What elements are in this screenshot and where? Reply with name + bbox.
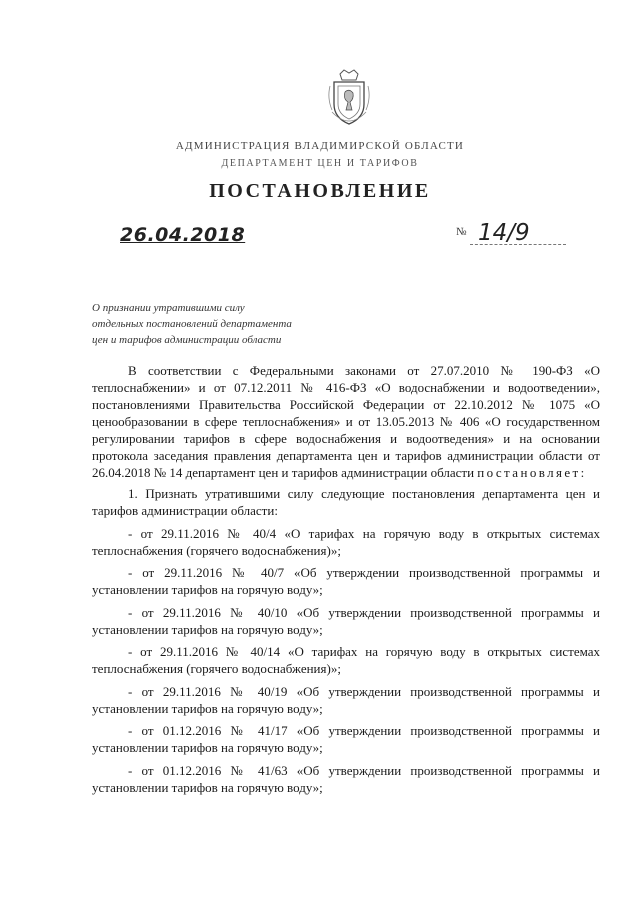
list-item: - от 29.11.2016 № 40/14 «О тарифах на горячую воду в открытых системах теплоснабжения (горячего водоснабжения)»;: [92, 644, 600, 676]
subject-line: цен и тарифов администрации области: [92, 334, 282, 346]
point-1: 1. Признать утратившими силу следующие постановления департамента цен и тарифов администрации области:: [92, 486, 600, 518]
list-item: - от 29.11.2016 № 40/4 «О тарифах на горячую воду в открытых системах теплоснабжения (горячего водоснабжения)»;: [92, 525, 600, 558]
number-prefix: №: [456, 226, 467, 238]
organization-name: АДМИНИСТРАЦИЯ ВЛАДИМИРСКОЙ ОБЛАСТИ: [175, 140, 465, 152]
resolves-word: постановляет:: [477, 465, 587, 480]
list-item: - от 29.11.2016 № 40/7 «Об утверждении производственной программы и установлении тарифов на горячую воду»;: [92, 565, 600, 597]
list-item: - от 29.11.2016 № 40/10 «Об утверждении производственной программы и установлении тарифов на горячую воду»;: [92, 604, 600, 637]
document-date: 26.04.2018: [120, 224, 246, 246]
number-underline: [470, 244, 566, 245]
document-body: [92, 362, 600, 801]
preamble-paragraph: [92, 362, 600, 481]
subject-line: отдельных постановлений департамента: [92, 318, 292, 330]
subject-line: О признании утратившими силу: [92, 302, 245, 314]
coat-of-arms-icon: [326, 68, 372, 130]
document-number: 14/9: [478, 220, 530, 246]
preamble-text: В соответствии с Федеральными законами от 27.07.2010 № 190-ФЗ «О теплоснабжении» и от 07.12.2011 № 416-ФЗ «О водоснабжении и водоотведении», постановлениями Правительства Российской Федерации от 22.10.2012 № 1075 «О ценообразовании в сфере теплоснабжения» и от 13.05.2013 № 406 «О государственном регулировании тарифов в сфере водоснабжения и водоотведения» и на основании протокола заседания правления департамента цен и тарифов администрации области от 26.04.2018 № 14 департамент цен и тарифов администрации области: [92, 363, 600, 480]
department-name: ДЕПАРТАМЕНТ ЦЕН И ТАРИФОВ: [221, 158, 419, 169]
document-subject: [92, 300, 332, 348]
list-item: - от 01.12.2016 № 41/17 «Об утверждении производственной программы и установлении тарифов на горячую воду»;: [92, 723, 600, 755]
list-item: - от 01.12.2016 № 41/63 «Об утверждении производственной программы и установлении тарифов на горячую воду»;: [92, 762, 600, 795]
list-item: - от 29.11.2016 № 40/19 «Об утверждении производственной программы и установлении тарифов на горячую воду»;: [92, 683, 600, 716]
document-title: ПОСТАНОВЛЕНИЕ: [209, 180, 431, 202]
